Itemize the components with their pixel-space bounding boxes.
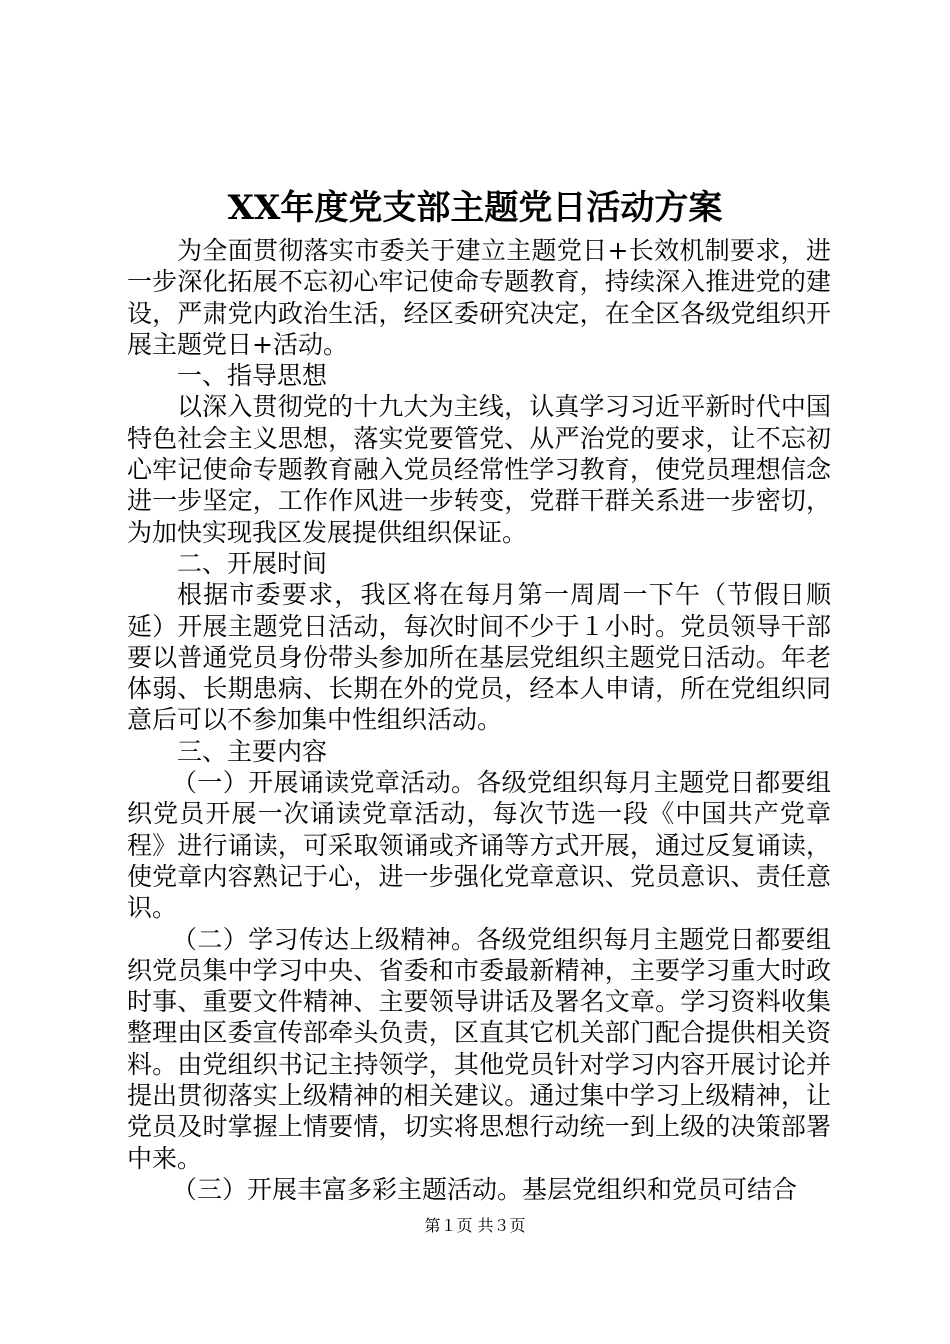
section-heading-2: 二、开展时间 — [177, 548, 328, 578]
content-item-1: （一）开展诵读党章活动。各级党组织每月主题党日都要组织党员开展一次诵读党章活动，每次节选一段《中国共产党章程》进行诵读，可采取领诵或齐诵等方式开展，通过反复诵读，使党章内容熟记于心，进一步强化党章意识、党员意识、责任意识。 — [127, 768, 831, 923]
content-item-3: （三）开展丰富多彩主题活动。基层党组织和党员可结合 — [172, 1174, 798, 1204]
document-body — [127, 235, 831, 1205]
section-heading-3: 三、主要内容 — [177, 736, 328, 766]
section-heading-1: 一、指导思想 — [177, 361, 328, 391]
guiding-ideology-paragraph: 以深入贯彻党的十九大为主线，认真学习习近平新时代中国特色社会主义思想，落实党要管党、从严治党的要求，让不忘初心牢记使命专题教育融入党员经常性学习教育，使党员理想信念进一步坚定，工作作风进一步转变，党群干群关系进一步密切，为加快实现我区发展提供组织保证。 — [127, 392, 831, 547]
content-item-2: （二）学习传达上级精神。各级党组织每月主题党日都要组织党员集中学习中央、省委和市委最新精神，主要学习重大时政时事、重要文件精神、主要领导讲话及署名文章。学习资料收集整理由区委宣传部牵头负责，区直其它机关部门配合提供相关资料。由党组织书记主持领学，其他党员针对学习内容开展讨论并提出贯彻落实上级精神的相关建议。通过集中学习上级精神，让党员及时掌握上情要情，切实将思想行动统一到上级的决策部署中来。 — [127, 924, 831, 1173]
page-footer: 第１页 共３页 — [424, 1216, 526, 1235]
schedule-paragraph: 根据市委要求，我区将在每月第一周周一下午（节假日顺延）开展主题党日活动，每次时间不少于１小时。党员领导干部要以普通党员身份带头参加所在基层党组织主题党日活动。年老体弱、长期患病、长期在外的党员，经本人申请，所在党组织同意后可以不参加集中性组织活动。 — [127, 580, 831, 735]
document-title: XX年度党支部主题党日活动方案 — [227, 188, 723, 228]
intro-paragraph: 为全面贯彻落实市委关于建立主题党日+长效机制要求，进一步深化拓展不忘初心牢记使命专题教育，持续深入推进党的建设，严肃党内政治生活，经区委研究决定，在全区各级党组织开展主题党日+活动。 — [127, 236, 831, 359]
